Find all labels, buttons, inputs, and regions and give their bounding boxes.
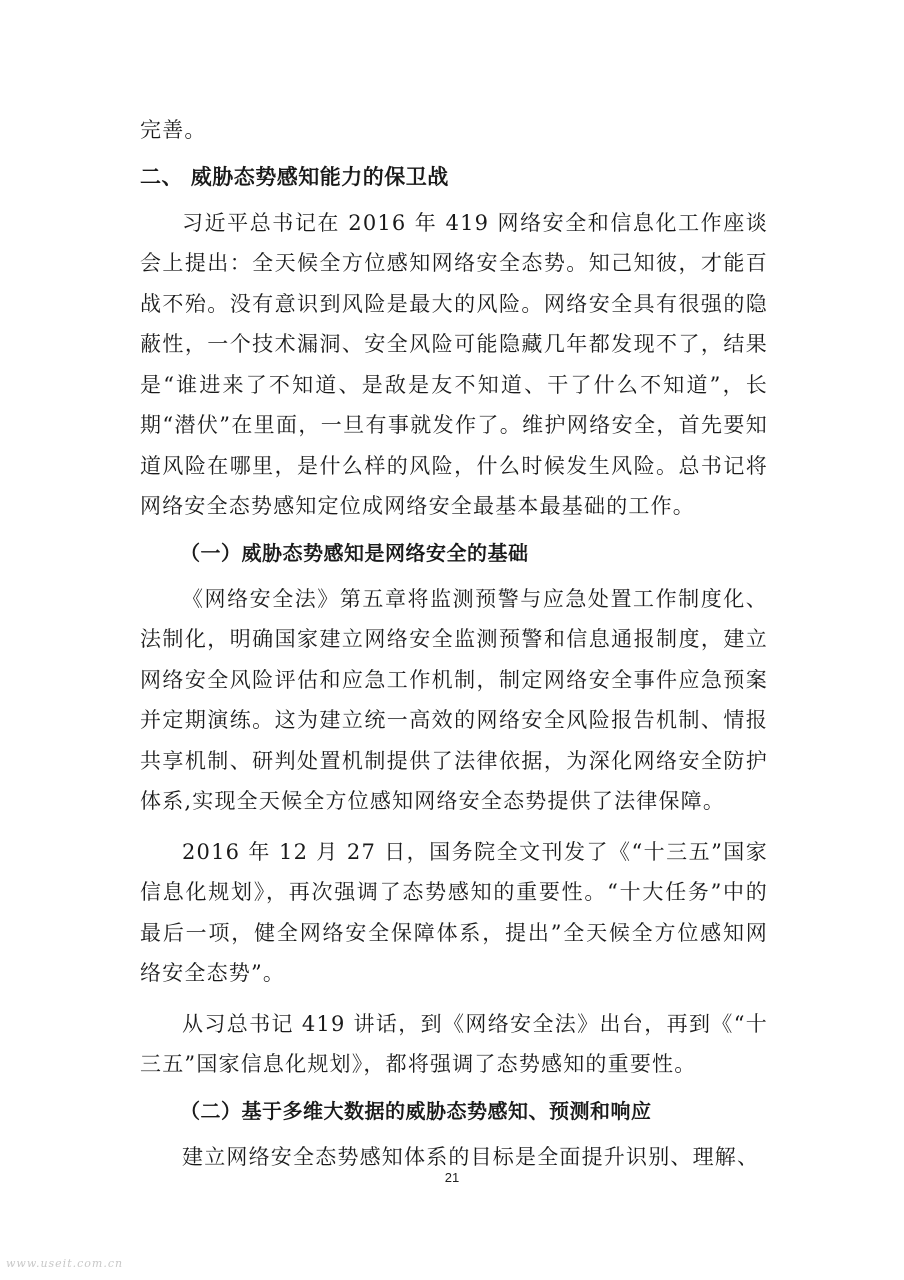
paragraph-4: 从习总书记 419 讲话，到《网络安全法》出台，再到《“十三五”国家信息化规划》，都将强调了态势感知的重要性。: [140, 1011, 768, 1076]
paragraph-3: 2016 年 12 月 27 日，国务院全文刊发了《“十三五”国家信息化规划》，再次强调了态势感知的重要性。“十大任务”中的最后一项，健全网络安全保障体系，提出”全天候全方位感知网络安全态势”。: [140, 839, 768, 985]
section-heading: 二、 威胁态势感知能力的保卫战: [140, 164, 449, 189]
watermark-text: www.useit.com.cn: [6, 1257, 124, 1270]
paragraph-gap: [140, 822, 768, 832]
paragraph-continuation: 完善。: [140, 118, 207, 142]
subsection-heading-2: （二）基于多维大数据的威胁态势感知、预测和响应: [180, 1098, 652, 1123]
page-content: [140, 110, 768, 1177]
paragraph-2: 《网络安全法》第五章将监测预警与应急处置工作制度化、法制化，明确国家建立网络安全监测预警和信息通报制度，建立网络安全风险评估和应急工作机制，制定网络安全事件应急预案并定期演练。这为建立统一高效的网络安全风险报告机制、情报共享机制、研判处置机制提供了法律依据，为深化网络安全防护体系,实现全天候全方位感知网络安全态势提供了法律保障。: [140, 586, 768, 813]
paragraph-1: 习近平总书记在 2016 年 419 网络安全和信息化工作座谈会上提出：全天候全方位感知网络安全态势。知己知彼，才能百战不殆。没有意识到风险是最大的风险。网络安全具有很强的隐蔽性，一个技术漏洞、安全风险可能隐藏几年都发现不了，结果是“谁进来了不知道、是敌是友不知道、干了什么不知道”，长期“潜伏”在里面，一旦有事就发作了。维护网络安全，首先要知道风险在哪里，是什么样的风险，什么时候发生风险。总书记将网络安全态势感知定位成网络安全最基本最基础的工作。: [140, 210, 768, 518]
paragraph-5: 建立网络安全态势感知体系的目标是全面提升识别、理解、: [182, 1144, 760, 1169]
subsection-heading-1: （一）威胁态势感知是网络安全的基础: [180, 540, 529, 565]
page-number: 21: [444, 1170, 460, 1185]
paragraph-gap: [140, 994, 768, 1004]
